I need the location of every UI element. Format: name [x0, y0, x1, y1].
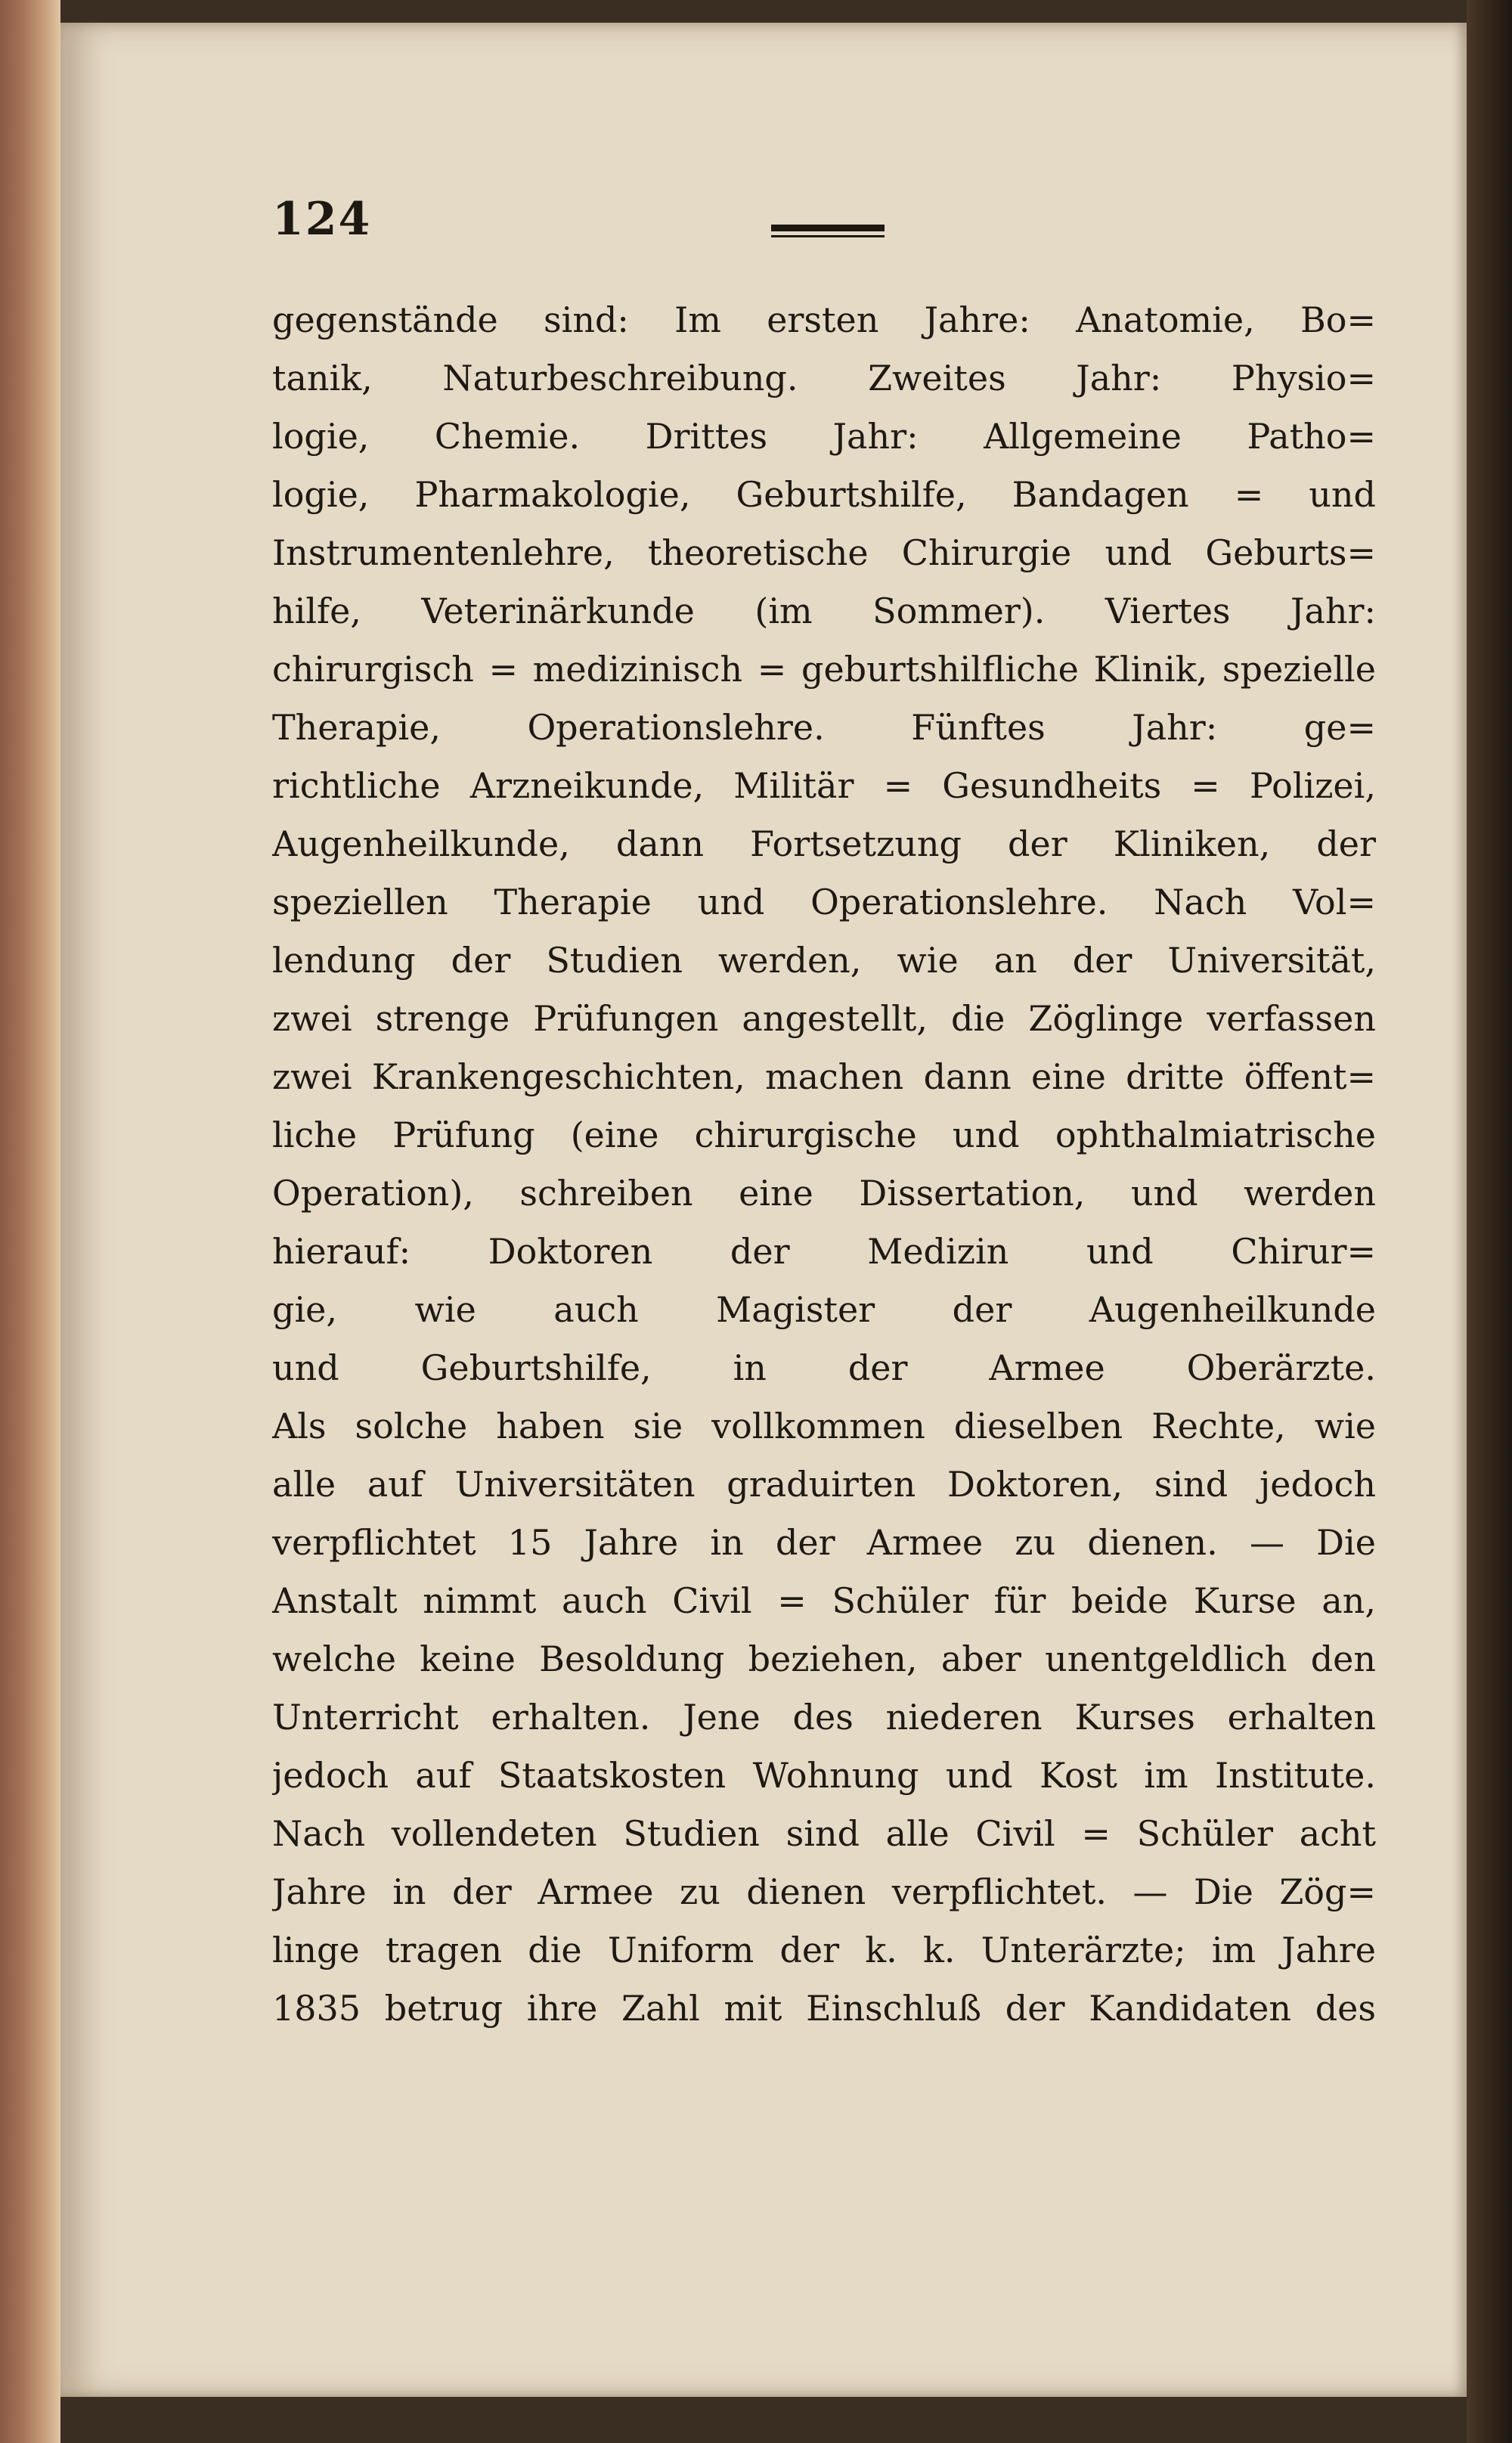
- header-rule-thin: [771, 235, 885, 237]
- page-header: [272, 193, 1376, 261]
- text-line: hierauf: Doktoren der Medizin und Chirur=: [272, 1231, 1376, 1272]
- body-text: [272, 291, 1376, 2038]
- page-shadow-edge: [1467, 0, 1512, 2443]
- text-line: logie, Pharmakologie, Geburtshilfe, Bandagen = und: [272, 474, 1376, 515]
- text-line: und Geburtshilfe, in der Armee Oberärzte.: [272, 1347, 1376, 1388]
- text-line: Instrumentenlehre, theoretische Chirurgie und Geburts=: [272, 532, 1376, 573]
- text-line: hilfe, Veterinärkunde (im Sommer). Viertes Jahr:: [272, 591, 1376, 631]
- text-line: 1835 betrug ihre Zahl mit Einschluß der Kandidaten des: [272, 1988, 1376, 2029]
- text-line: Unterricht erhalten. Jene des niederen Kurses erhalten: [272, 1697, 1376, 1738]
- text-line: verpflichtet 15 Jahre in der Armee zu dienen. — Die: [272, 1522, 1376, 1563]
- text-line: zwei strenge Prüfungen angestellt, die Zöglinge verfassen: [272, 998, 1376, 1039]
- book-spine-edge: [0, 0, 60, 2443]
- page-number: 124: [272, 193, 372, 246]
- text-line: alle auf Universitäten graduirten Doktoren, sind jedoch: [272, 1464, 1376, 1505]
- text-line: Augenheilkunde, dann Fortsetzung der Kliniken, der: [272, 823, 1376, 864]
- text-line: Operation), schreiben eine Dissertation, und werden: [272, 1173, 1376, 1214]
- text-line: richtliche Arzneikunde, Militär = Gesundheits = Polizei,: [272, 765, 1376, 806]
- header-rule: [771, 225, 885, 231]
- text-line: gegenstände sind: Im ersten Jahre: Anatomie, Bo=: [272, 299, 1376, 340]
- text-line: logie, Chemie. Drittes Jahr: Allgemeine Patho=: [272, 416, 1376, 457]
- text-line: Als solche haben sie vollkommen dieselben Rechte, wie: [272, 1406, 1376, 1446]
- text-line: zwei Krankengeschichten, machen dann eine dritte öffent=: [272, 1056, 1376, 1097]
- text-line: lendung der Studien werden, wie an der Universität,: [272, 940, 1376, 981]
- text-line: chirurgisch = medizinisch = geburtshilfliche Klinik, spezielle: [272, 649, 1376, 690]
- text-line: speziellen Therapie und Operationslehre. Nach Vol=: [272, 882, 1376, 922]
- text-line: gie, wie auch Magister der Augenheilkunde: [272, 1289, 1376, 1330]
- text-line: Anstalt nimmt auch Civil = Schüler für beide Kurse an,: [272, 1580, 1376, 1621]
- text-line: Jahre in der Armee zu dienen verpflichtet. — Die Zög=: [272, 1871, 1376, 1912]
- text-line: welche keine Besoldung beziehen, aber unentgeldlich den: [272, 1638, 1376, 1679]
- text-line: liche Prüfung (eine chirurgische und ophthalmiatrische: [272, 1115, 1376, 1155]
- text-line: Therapie, Operationslehre. Fünftes Jahr: ge=: [272, 707, 1376, 748]
- text-line: tanik, Naturbeschreibung. Zweites Jahr: Physio=: [272, 358, 1376, 398]
- text-line: jedoch auf Staatskosten Wohnung und Kost im Institute.: [272, 1755, 1376, 1796]
- text-line: Nach vollendeten Studien sind alle Civil = Schüler acht: [272, 1813, 1376, 1854]
- text-line: linge tragen die Uniform der k. k. Unterärzte; im Jahre: [272, 1930, 1376, 1970]
